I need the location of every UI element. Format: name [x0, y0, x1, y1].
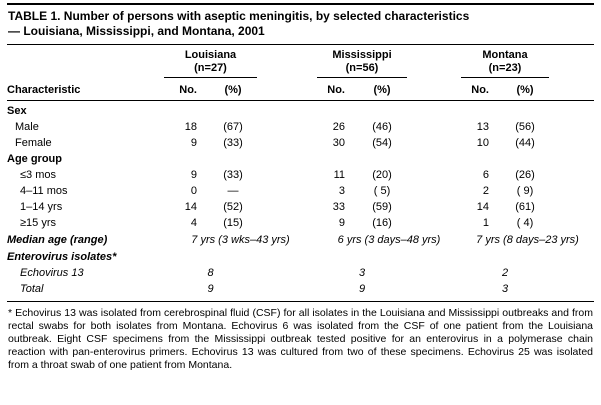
- cell-pct: (67): [223, 121, 243, 133]
- cell-pct: ( 5): [373, 185, 391, 197]
- cell-pct: (52): [223, 201, 243, 213]
- table-row-section-age: [7, 151, 594, 167]
- cell-median-mississippi: 6 yrs (3 days–48 yrs): [337, 234, 441, 246]
- cell-no: 0: [190, 185, 197, 197]
- table-row-age-1-14: [7, 199, 594, 215]
- cell-median-louisiana: 7 yrs (3 wks–43 yrs): [191, 234, 290, 246]
- cell-isolates-louisiana: 8: [207, 267, 214, 279]
- cell-no: 9: [190, 137, 197, 149]
- cell-pct: (56): [515, 121, 535, 133]
- cell-pct: (33): [223, 169, 243, 181]
- cell-pct: (59): [372, 201, 392, 213]
- table-row-median-age: [7, 231, 594, 249]
- cell-no: 3: [338, 185, 345, 197]
- table-body: [7, 101, 594, 297]
- group-name: Louisiana: [184, 49, 237, 61]
- row-label: Age group: [7, 153, 62, 165]
- group-n: (n=23): [488, 62, 522, 74]
- cell-no: 4: [190, 217, 197, 229]
- cell-pct: ( 4): [516, 217, 534, 229]
- cell-isolates-mississippi: 9: [358, 283, 366, 295]
- characteristic-header: Characteristic: [7, 84, 81, 96]
- cell-no: 33: [332, 201, 345, 213]
- row-label: ≥15 yrs: [20, 217, 56, 229]
- column-group-header-row: [7, 45, 594, 78]
- row-label: Enterovirus isolates*: [7, 251, 117, 263]
- table-footnote: * Echovirus 13 was isolated from cerebrospinal fluid (CSF) for all isolates in the Louisiana and Mississippi outbreaks and from rectal swabs for both isolates from Montana. Echovirus 6 was isolated from the CSF of one patient from the Louisiana outbreak. Eight CSF specimens from the Mississippi outbreak tested positive for an enterovirus in a polymerase chain reaction with pan-enterovirus primers. Echovirus 13 was cultured from two of these specimens. Echovirus 25 was isolated from a throat swab of one patient from Montana.: [8, 307, 593, 371]
- row-label: ≤3 mos: [20, 169, 56, 181]
- group-n: (n=56): [345, 62, 379, 74]
- table-row-section-sex: [7, 103, 594, 119]
- cell-no: 9: [190, 169, 197, 181]
- cell-no: 13: [476, 121, 489, 133]
- pct-header: (%): [224, 84, 242, 96]
- cell-pct: (44): [515, 137, 535, 149]
- group-name: Mississippi: [332, 49, 392, 61]
- cell-pct: (54): [372, 137, 392, 149]
- row-label: Sex: [7, 105, 27, 117]
- table-row-age-ge15: [7, 215, 594, 231]
- cell-no: 30: [332, 137, 345, 149]
- no-header: No.: [471, 84, 489, 96]
- cell-isolates-mississippi: 3: [358, 267, 366, 279]
- table-row-age-4-11: [7, 183, 594, 199]
- cell-no: 18: [184, 121, 197, 133]
- table-title-line2: — Louisiana, Mississippi, and Montana, 2001: [8, 24, 265, 38]
- cell-no: 26: [332, 121, 345, 133]
- cell-pct: (16): [372, 217, 392, 229]
- cell-no: 14: [184, 201, 197, 213]
- row-label: Female: [15, 137, 52, 149]
- table-row-total-isolates: [7, 281, 594, 297]
- pct-header: (%): [373, 84, 391, 96]
- cell-median-montana: 7 yrs (8 days–23 yrs): [476, 234, 579, 246]
- table-row-echovirus-13: [7, 265, 594, 281]
- row-label: 1–14 yrs: [20, 201, 63, 213]
- table-row-section-enterovirus: [7, 249, 594, 265]
- cell-pct: ( 9): [516, 185, 534, 197]
- cell-no: 10: [476, 137, 489, 149]
- table-row-male: [7, 119, 594, 135]
- cell-no: 14: [476, 201, 489, 213]
- group-n: (n=27): [194, 62, 227, 74]
- cell-pct: (61): [515, 201, 535, 213]
- row-label: Total: [20, 283, 44, 295]
- column-group-louisiana: [164, 49, 257, 78]
- cell-isolates-montana: 2: [501, 267, 509, 279]
- cell-pct: —: [227, 185, 239, 197]
- cell-no: 11: [333, 169, 345, 181]
- cell-pct: (46): [372, 121, 392, 133]
- cell-pct: (15): [223, 217, 243, 229]
- table-row-female: [7, 135, 594, 151]
- row-label: 4–11 mos: [20, 185, 68, 197]
- cell-isolates-montana: 3: [501, 283, 509, 295]
- cell-pct: (20): [372, 169, 392, 181]
- cell-pct: (26): [515, 169, 535, 181]
- cell-no: 2: [482, 185, 489, 197]
- cell-pct: (33): [223, 137, 243, 149]
- row-label: Echovirus 13: [20, 267, 84, 279]
- cell-no: 1: [482, 217, 489, 229]
- table-title: [7, 5, 594, 44]
- no-header: No.: [327, 84, 345, 96]
- table-row-age-le3: [7, 167, 594, 183]
- cell-isolates-louisiana: 9: [207, 283, 214, 295]
- row-label: Male: [15, 121, 39, 133]
- no-header: No.: [179, 84, 197, 96]
- cell-no: 9: [338, 217, 345, 229]
- row-label: Median age (range): [7, 234, 108, 246]
- pct-header: (%): [516, 84, 534, 96]
- column-group-montana: [461, 49, 549, 78]
- column-header-row: [7, 78, 594, 101]
- column-group-mississippi: [317, 49, 407, 78]
- group-name: Montana: [482, 49, 528, 61]
- table-title-line1: TABLE 1. Number of persons with aseptic meningitis, by selected characteristics: [8, 9, 470, 23]
- cell-no: 6: [482, 169, 489, 181]
